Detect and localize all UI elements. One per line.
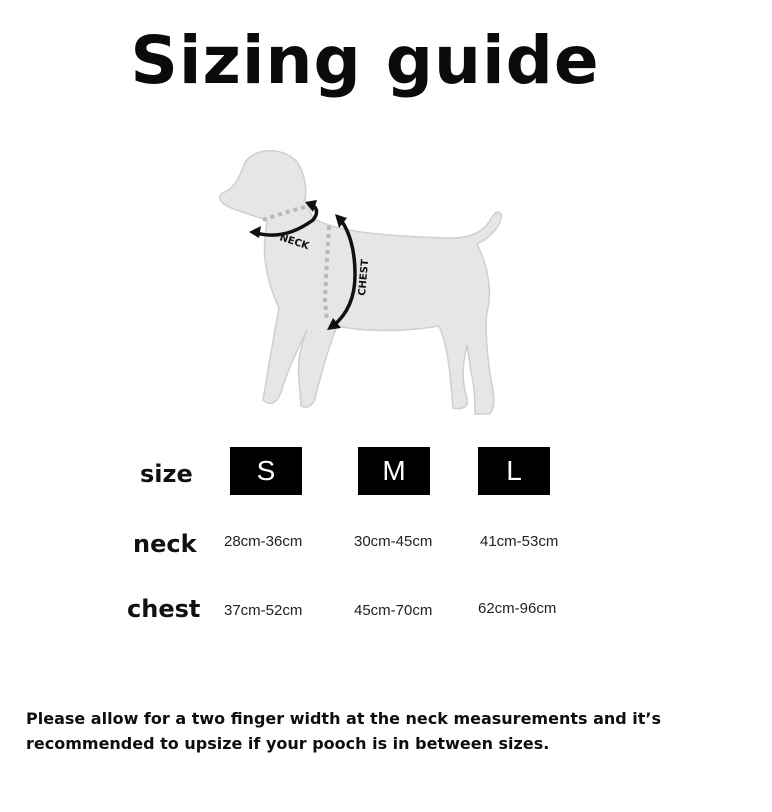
- neck-row-label: neck: [133, 530, 197, 558]
- size-m-badge: M: [358, 447, 430, 495]
- sizing-note-line-2: recommended to upsize if your pooch is in between sizes.: [26, 734, 550, 753]
- dog-measurement-illustration: [205, 140, 515, 425]
- sizing-note: [26, 706, 766, 756]
- dog-silhouette-icon: [205, 140, 515, 425]
- chest-s-value: 37cm-52cm: [224, 602, 303, 619]
- neck-s-value: 28cm-36cm: [224, 533, 303, 550]
- chest-label: CHEST: [357, 258, 372, 297]
- page-title: Sizing guide: [130, 22, 600, 99]
- chest-row-label: chest: [127, 595, 201, 623]
- neck-l-value: 41cm-53cm: [480, 533, 559, 550]
- neck-label: NECK: [278, 232, 311, 253]
- chest-m-value: 45cm-70cm: [354, 602, 433, 619]
- size-l-badge: L: [478, 447, 550, 495]
- chest-l-value: 62cm-96cm: [478, 600, 557, 617]
- size-s-badge: S: [230, 447, 302, 495]
- neck-m-value: 30cm-45cm: [354, 533, 433, 550]
- size-row-label: size: [140, 460, 193, 488]
- sizing-note-line-1: Please allow for a two finger width at the neck measurements and it’s: [26, 709, 662, 728]
